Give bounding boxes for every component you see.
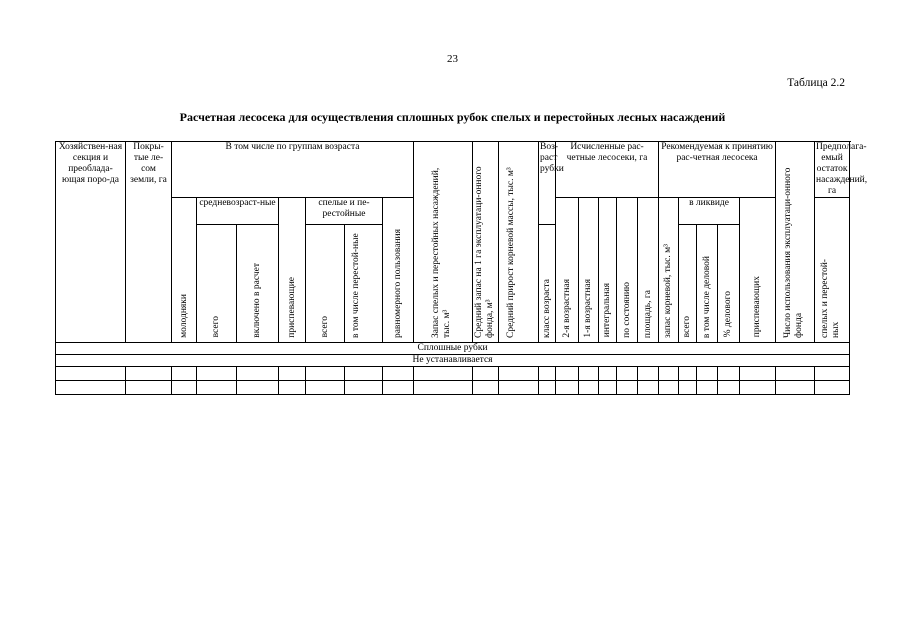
header-calculated: Исчисленные рас-четные лесосеки, га: [556, 142, 659, 198]
row-not-set: Не устанавливается: [56, 354, 850, 366]
header-integral: интегральная: [599, 197, 617, 342]
header-liquid-total: всего: [679, 224, 697, 342]
header-area: площадь, га: [638, 197, 659, 342]
header-middle-included: включено в расчет: [237, 224, 279, 342]
header-years-use: Число использования эксплуатаци-онного фонда: [776, 142, 815, 343]
header-recommended: Рекомендуемая к принятию рас-четная лесосека: [659, 142, 776, 198]
header-first-age: 1-я возрастная: [579, 197, 599, 342]
header-liquid: в ликвиде: [679, 197, 740, 224]
header-age-groups: В том числе по группам возраста: [172, 142, 414, 198]
header-rem-mature: спелых и перестой-ных: [815, 197, 850, 342]
header-root-stock: запас корневой, тыс. м³: [659, 197, 679, 342]
header-mature-over-incl: в том числе перестой-ные: [345, 224, 383, 342]
header-avg-growth: Средний прирост корневой массы, тыс. м³: [499, 142, 539, 343]
header-rotation-age: Воз-раст рубки: [539, 142, 556, 225]
header-business-pct: % делового: [718, 224, 740, 342]
empty-row-2: [56, 380, 850, 394]
header-mature-total: всего: [306, 224, 345, 342]
header-condition: по состоянию: [617, 197, 638, 342]
header-second-age: 2-я возрастная: [556, 197, 579, 342]
header-premature: приспевающие: [279, 197, 306, 342]
header-remaining: Предполага-емый остаток насаждений, га: [816, 142, 868, 196]
header-mature-over: спелые и пе-рестойные: [306, 197, 383, 224]
header-uniform: равномерного пользования: [383, 197, 414, 342]
header-section: Хозяйствен-ная секция и преоблада-ющая поро-да: [56, 142, 126, 343]
header-rem-premature: приспевающих: [740, 197, 776, 342]
header-liquid-business: в том числе деловой: [697, 224, 718, 342]
header-middle-aged: средневозраст-ные: [197, 197, 279, 224]
row-clear-cut: Сплошные рубки: [56, 342, 850, 354]
header-age-class: класс возраста: [539, 224, 556, 342]
page-number: 23: [447, 53, 458, 65]
table-label: Таблица 2.2: [787, 77, 845, 89]
allowable-cut-table: [55, 141, 868, 395]
header-young: молодняки: [172, 197, 197, 342]
table-title: Расчетная лесосека для осуществления сплошных рубок спелых и перестойных лесных насаждений: [179, 110, 726, 124]
header-avg-stock: Средний запас на 1 га эксплуатаци-онного фонда, м³: [473, 142, 499, 343]
header-middle-total: всего: [197, 224, 237, 342]
empty-row-1: [56, 366, 850, 380]
header-stock-mature: Запас спелых и перестойных насаждений, тыс. м³: [414, 142, 473, 343]
header-covered-land: Покры-тые ле-сом земли, га: [126, 142, 172, 343]
